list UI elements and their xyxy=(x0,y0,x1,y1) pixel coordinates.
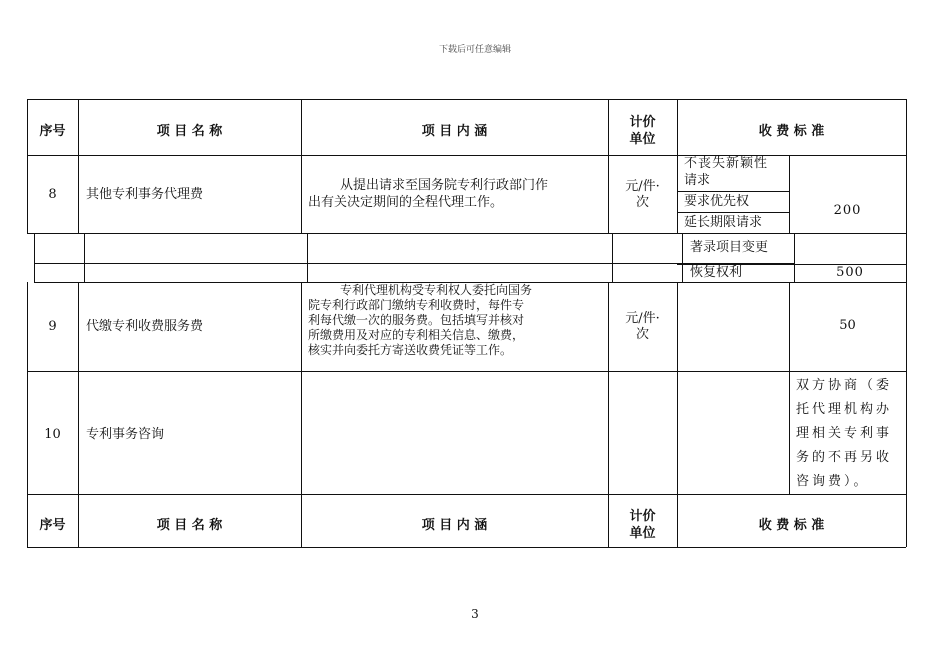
row10-fee-line3: 理相关专利事 xyxy=(796,426,893,441)
row8-unit-line1: 元/件· xyxy=(625,179,660,194)
row8-name: 其他专利事务代理费 xyxy=(86,187,204,202)
header-name: 项 目 名 称 xyxy=(156,124,223,139)
row8-subitem-novelty: 不丧失新颖性 xyxy=(684,156,769,171)
row9-content-line4: 所缴费用及对应的专利相关信息、缴费， xyxy=(308,328,525,342)
row8-seq: 8 xyxy=(48,187,57,202)
footer-header-unit-line2: 单位 xyxy=(629,526,656,541)
row8-content-line2: 出有关决定期间的全程代理工作。 xyxy=(308,195,504,210)
header-unit-line1: 计价 xyxy=(629,115,656,130)
footer-header-name: 项 目 名 称 xyxy=(156,518,223,533)
row9-content-line3: 利每代缴一次的服务费。包括填写并核对 xyxy=(308,313,525,327)
top-note: 下载后可任意编辑 xyxy=(438,45,511,55)
row9-content-line5: 核实并向委托方寄送收费凭证等工作。 xyxy=(308,343,513,357)
header-fee: 收 费 标 准 xyxy=(758,124,825,139)
row8-subitem-priority: 要求优先权 xyxy=(684,194,750,209)
row8-subitem-restore: 恢复权利 xyxy=(690,265,743,280)
row9-content-line1: 专利代理机构受专利权人委托向国务 xyxy=(340,283,533,297)
row8-subitem-record-change: 著录项目变更 xyxy=(690,240,769,255)
row8-fee-restore: 500 xyxy=(836,265,864,280)
footer-header-fee: 收 费 标 准 xyxy=(758,518,825,533)
header-content: 项 目 内 涵 xyxy=(421,124,488,139)
row10-fee-line2: 托代理机构办 xyxy=(796,402,893,417)
row8-content-line1: 从提出请求至国务院专利行政部门作 xyxy=(340,178,549,193)
header-seq: 序号 xyxy=(39,124,66,139)
row9-name: 代缴专利收费服务费 xyxy=(86,319,204,334)
row9-fee: 50 xyxy=(839,318,856,333)
page-number: 3 xyxy=(471,607,479,621)
row10-fee-line4: 务的不再另收 xyxy=(796,450,893,465)
row9-seq: 9 xyxy=(48,319,57,334)
row8-fee-main: 200 xyxy=(833,203,862,218)
row9-unit-line2: 次 xyxy=(635,327,649,342)
header-unit-line2: 单位 xyxy=(629,132,656,147)
row10-fee-line5: 咨询费）。 xyxy=(796,474,870,489)
footer-header-unit-line1: 计价 xyxy=(629,509,656,524)
row10-fee-line1: 双方协商（委 xyxy=(796,378,893,393)
row8-subitem-request: 请求 xyxy=(684,173,711,188)
row8-subitem-extension: 延长期限请求 xyxy=(684,215,763,230)
row9-unit-line1: 元/件· xyxy=(625,311,660,326)
footer-header-seq: 序号 xyxy=(39,518,66,533)
footer-header-content: 项 目 内 涵 xyxy=(421,518,488,533)
row8-unit-line2: 次 xyxy=(635,195,649,210)
row10-seq: 10 xyxy=(44,427,61,442)
row9-content-line2: 院专利行政部门缴纳专利收费时，每件专 xyxy=(308,298,525,312)
row10-name: 专利事务咨询 xyxy=(86,427,165,442)
